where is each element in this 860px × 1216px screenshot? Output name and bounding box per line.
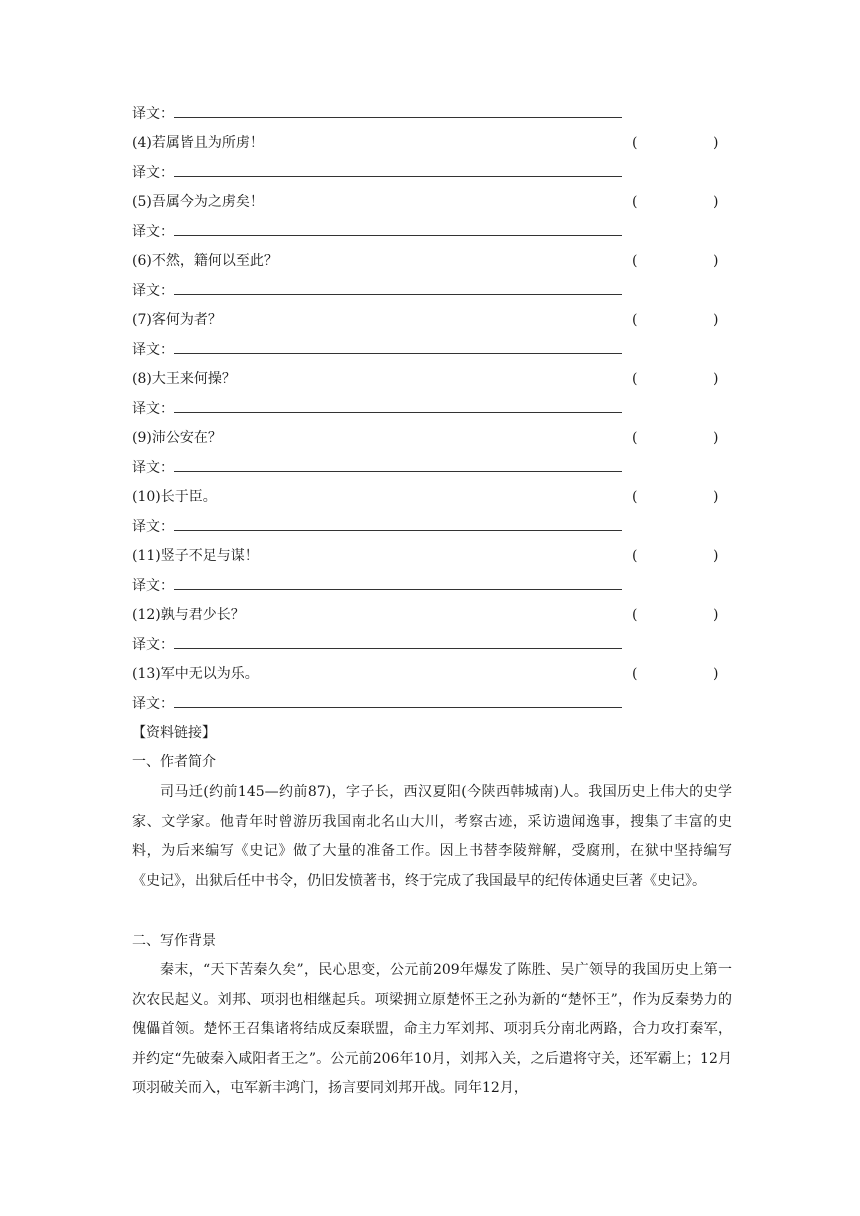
answer-paren-left: ( — [632, 194, 638, 210]
answer-blank[interactable] — [174, 459, 622, 472]
question-item: (5)吾属今为之虏矣！ — [132, 194, 264, 210]
question-item: (8)大王来何操？ — [132, 371, 236, 387]
translation-label: 译文： — [132, 578, 174, 594]
answer-paren-right: ) — [713, 607, 719, 623]
translation-label: 译文： — [132, 342, 174, 358]
answer-blank[interactable] — [174, 341, 622, 354]
answer-paren-left: ( — [632, 253, 638, 269]
translation-line — [132, 517, 622, 537]
section2-title: 二、写作背景 — [132, 933, 216, 949]
translation-line — [132, 222, 622, 242]
translation-line — [132, 340, 622, 360]
translation-line — [132, 281, 622, 301]
translation-line — [132, 163, 622, 183]
answer-paren-right: ) — [713, 312, 719, 328]
translation-line — [132, 576, 622, 596]
answer-paren-left: ( — [632, 371, 638, 387]
answer-paren-left: ( — [632, 312, 638, 328]
answer-blank[interactable] — [174, 636, 622, 649]
answer-paren-left: ( — [632, 489, 638, 505]
question-item: (7)客何为者？ — [132, 312, 222, 328]
answer-blank[interactable] — [174, 282, 622, 295]
translation-line — [132, 399, 622, 419]
translation-label: 译文： — [132, 106, 174, 122]
answer-paren-left: ( — [632, 430, 638, 446]
answer-paren-right: ) — [713, 489, 719, 505]
answer-blank[interactable] — [174, 164, 622, 177]
answer-blank[interactable] — [174, 400, 622, 413]
answer-blank[interactable] — [174, 105, 622, 118]
answer-paren-right: ) — [713, 253, 719, 269]
translation-label: 译文： — [132, 401, 174, 417]
section2-text: 秦末，“天下苦秦久矣”，民心思变，公元前209年爆发了陈胜、吴广领导的我国历史上第一次农民起义。刘邦、项羽也相继起兵。项梁拥立原楚怀王之孙为新的“楚怀王”，作为反秦势力的傀儡首领。楚怀王召集诸将结成反秦联盟，命主力军刘邦、项羽兵分南北两路，合力攻打秦军，并约定“先破秦入咸阳者王之”。公元前206年10月，刘邦入关，之后遣将守关，还军霸上；12月项羽破关而入，屯军新丰鸿门，扬言要同刘邦开战。同年12月， — [132, 962, 732, 1096]
question-item: (13)军中无以为乐。 — [132, 666, 259, 682]
answer-blank[interactable] — [174, 577, 622, 590]
section1-text: 司马迁(约前145—约前87)，字子长，西汉夏阳(今陕西韩城南)人。我国历史上伟大的史学家、文学家。他青年时曾游历我国南北名山大川，考察古迹，采访遗闻逸事，搜集了丰富的史料，为后来编写《史记》做了大量的准备工作。因上书替李陵辩解，受腐刑，在狱中坚持编写《史记》，出狱后任中书令，仍旧发愤著书，终于完成了我国最早的纪传体通史巨著《史记》。 — [132, 784, 732, 889]
question-item: (11)竖子不足与谋！ — [132, 548, 259, 564]
translation-line — [132, 635, 622, 655]
materials-title: 【资料链接】 — [132, 725, 216, 741]
answer-paren-right: ) — [713, 135, 719, 151]
answer-paren-right: ) — [713, 548, 719, 564]
answer-paren-left: ( — [632, 548, 638, 564]
translation-line — [132, 104, 622, 124]
answer-blank[interactable] — [174, 223, 622, 236]
translation-label: 译文： — [132, 165, 174, 181]
translation-label: 译文： — [132, 519, 174, 535]
question-item: (4)若属皆且为所虏！ — [132, 135, 264, 151]
answer-paren-left: ( — [632, 607, 638, 623]
answer-paren-left: ( — [632, 135, 638, 151]
answer-paren-right: ) — [713, 430, 719, 446]
answer-paren-right: ) — [713, 194, 719, 210]
question-item: (12)孰与君少长？ — [132, 607, 245, 623]
question-item: (6)不然，籍何以至此？ — [132, 253, 278, 269]
translation-label: 译文： — [132, 283, 174, 299]
translation-label: 译文： — [132, 696, 174, 712]
answer-paren-right: ) — [713, 666, 719, 682]
answer-blank[interactable] — [174, 518, 622, 531]
answer-paren-right: ) — [713, 371, 719, 387]
question-item: (9)沛公安在？ — [132, 430, 222, 446]
translation-line — [132, 694, 622, 714]
question-item: (10)长于臣。 — [132, 489, 217, 505]
translation-label: 译文： — [132, 460, 174, 476]
answer-paren-left: ( — [632, 666, 638, 682]
translation-line — [132, 458, 622, 478]
translation-label: 译文： — [132, 224, 174, 240]
answer-blank[interactable] — [174, 695, 622, 708]
section1-title: 一、作者简介 — [132, 754, 216, 770]
translation-label: 译文： — [132, 637, 174, 653]
